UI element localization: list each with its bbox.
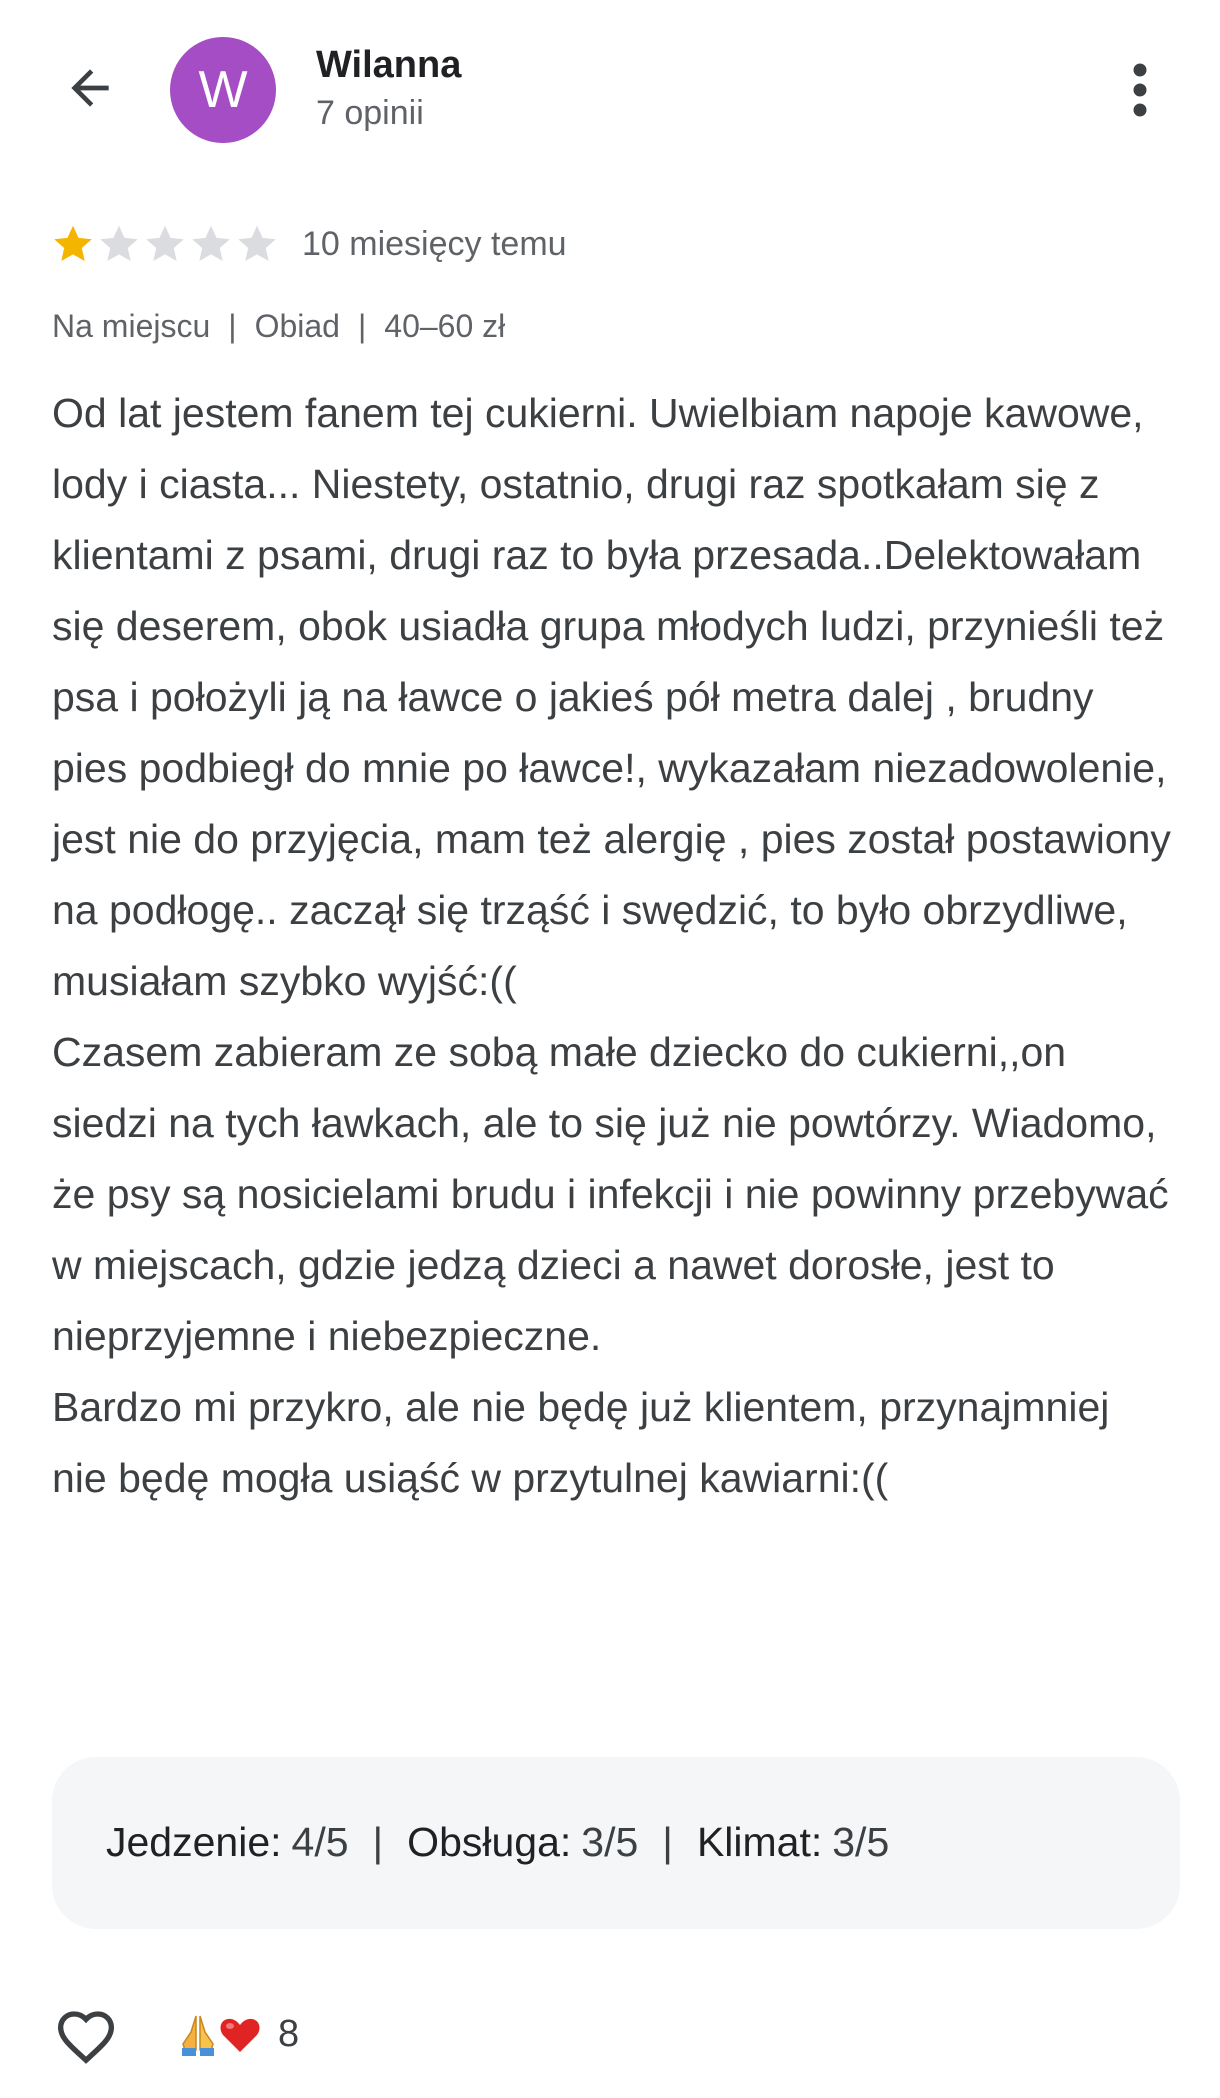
star-filled-icon	[50, 221, 96, 267]
tag-service-type: Na miejscu	[52, 308, 211, 344]
reactions[interactable]	[174, 2010, 299, 2058]
review-text: Od lat jestem fanem tej cukierni. Uwielbiam napoje kawowe, lody i ciasta... Niestety, ostatnio, drugi raz spotkałam się z klientami z psami, drugi raz to była przesada..Delektowałam się deserem, obok usiadła grupa młodych ludzi, przynieśli też psa i położyli ją na ławce o jakieś pół metra dalej , brudny pies podbiegł do mnie po ławce!, wykazałam niezadowolenie, jest nie do przyjęcia, mam też alergię , pies został postawiony na podłogę.. zaczął się trząść i swędzić, to było obrzydliwe, musiałam szybko wyjść:(( Czasem zabieram ze sobą małe dziecko do cukierni,,on siedzi na tych ławkach, ale to się już nie powtórzy. Wiadomo, że psy są nosicielami brudu i infekcji i nie powinny przebywać w miejscach, gdzie jedzą dzieci a nawet dorosłe, jest to nieprzyjemne i niebezpieczne. Bardzo mi przykro, ale nie będę już klientem, przynajmniej nie będę mogła usiąść w przytulnej kawiarni:((	[52, 390, 1171, 1501]
folded-hands-icon	[174, 2010, 222, 2058]
user-review-count: 7 opinii	[316, 94, 424, 132]
score-food-label: Jedzenie:	[106, 1819, 282, 1865]
more-options-button[interactable]	[1110, 58, 1170, 122]
back-button[interactable]	[52, 50, 128, 126]
more-vert-icon	[1130, 60, 1150, 120]
star-empty-icon	[96, 221, 142, 267]
avatar[interactable]	[170, 37, 276, 143]
star-empty-icon	[188, 221, 234, 267]
tag-separator: |	[357, 308, 367, 344]
tag-separator: |	[228, 308, 237, 344]
user-name[interactable]: Wilanna	[316, 44, 462, 86]
score-atmosphere-value: 3/5	[832, 1819, 890, 1865]
score-separator: |	[372, 1819, 384, 1865]
score-service-label: Obsługa:	[407, 1819, 572, 1865]
reaction-count: 8	[278, 2012, 300, 2055]
red-heart-icon	[216, 2010, 264, 2058]
review-footer	[50, 1994, 299, 2074]
arrow-left-icon	[62, 60, 118, 116]
star-rating	[50, 221, 280, 267]
tag-meal-type: Obiad	[254, 308, 340, 344]
avatar-letter: W	[198, 61, 248, 119]
score-atmosphere-label: Klimat:	[696, 1819, 823, 1865]
review-date: 10 miesięcy temu	[302, 224, 567, 263]
review-header	[0, 0, 1220, 180]
star-empty-icon	[234, 221, 280, 267]
score-separator: |	[662, 1819, 673, 1865]
score-food-value: 4/5	[291, 1819, 349, 1865]
rating-row	[50, 218, 567, 270]
tag-price-range: 40–60 zł	[384, 308, 506, 344]
star-empty-icon	[142, 221, 188, 267]
review-tags	[52, 308, 505, 345]
score-service-value: 3/5	[581, 1819, 639, 1865]
like-button[interactable]	[50, 1998, 122, 2070]
heart-outline-icon	[52, 2003, 120, 2065]
ratings-summary	[52, 1757, 1180, 1929]
